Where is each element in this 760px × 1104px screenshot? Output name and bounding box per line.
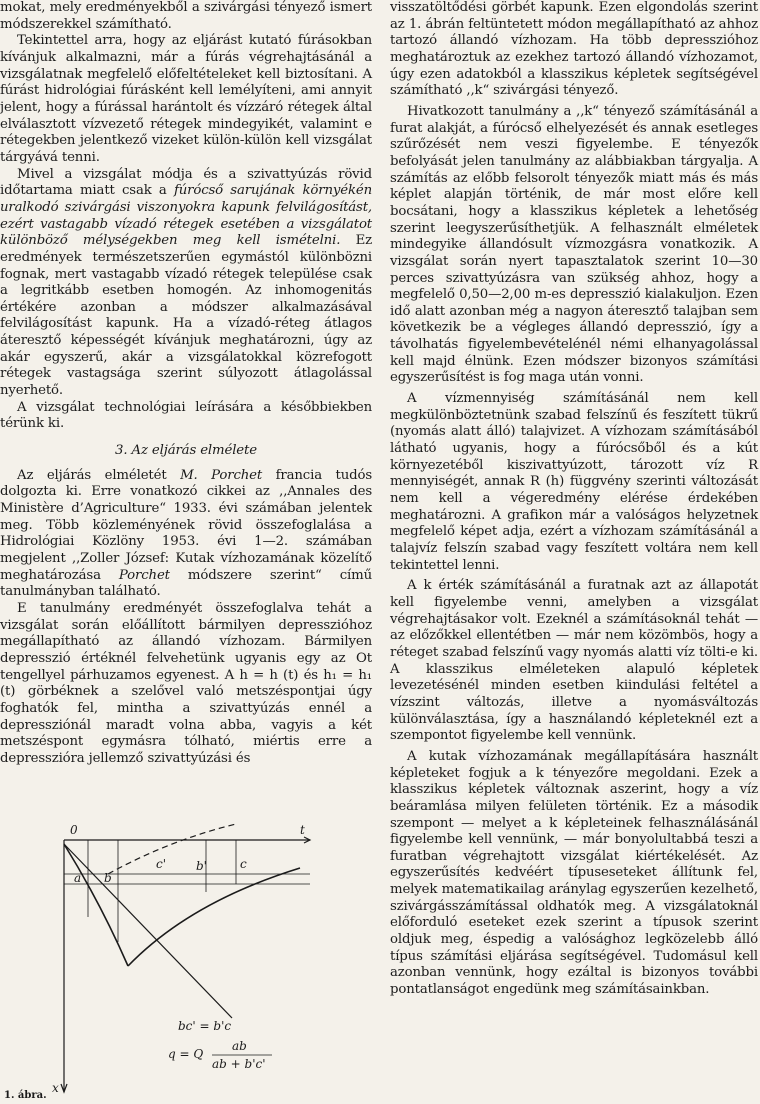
point-b-label: b bbox=[104, 871, 112, 885]
figure-drawing bbox=[0, 822, 372, 1104]
paragraph: A vizsgálat technológiai leírására a későbbiekben térünk ki. bbox=[0, 399, 372, 432]
origin-label: 0 bbox=[70, 823, 78, 837]
point-bprime-label: b' bbox=[196, 859, 207, 873]
paragraph-text: módszere szerint“ című tanulmányban található. bbox=[0, 567, 372, 600]
paragraph bbox=[0, 468, 372, 601]
formula-equal-segments: bc' = b'c bbox=[178, 1019, 232, 1033]
paragraph-text: Ez eredmények természetszerűen egymástól különbözni fognak, mert vastagabb vízadó rétegek települése csak a legritkább esetben homogén. Az inhomogenitás értékére azonban a módszer alkalmazásával felvilágosítást kapunk. Ha a vízadó-réteg átlagos áteresztő képességét kívánjuk meghatározni, úgy az akár egyszerű, akár a vizsgálatokkal közrefogott rétegek vastagsága szerint súlyozott átlagolással nyerhető. bbox=[0, 233, 372, 399]
recovery-curve bbox=[128, 868, 300, 966]
author-name: Porchet bbox=[118, 567, 170, 583]
point-c-label: c bbox=[240, 857, 247, 871]
section-heading: 3. Az eljárás elmélete bbox=[115, 443, 257, 459]
paragraph: visszatöltődési görbét kapunk. Ezen elgondolás szerint az 1. ábrán feltüntetett módon megállapítható az ahhoz tartozó állandó vízhozam. Ha több depresszióhoz meghatároztuk az ezekhez tartozó állandó vízhozamot, úgy ezen adatokból a klasszikus képletek segítségével számítható ,,k“ szivárgási tényező. bbox=[390, 0, 758, 99]
paragraph bbox=[0, 167, 372, 400]
paragraph-text: Az eljárás elméletét bbox=[17, 467, 181, 483]
author-name: M. Porchet bbox=[180, 467, 263, 483]
point-a-label: a bbox=[74, 871, 82, 885]
paragraph: Hivatkozott tanulmány a ,,k“ tényező számításánál a furat alakját, a fúrócső elhelyezését és annak esetleges szűrőzését nem veszi figyelembe. E tényezők befolyását jelen tanulmány az alábbiakban tárgyalja. A számítás az előbb felsorolt tényezők miatt más és más képlet alapján történik, de már most előre kell bocsátani, hogy a klasszikus képletek a lehetőség szerint leegyszerűsíthetjük. A felhasznált elméletek mindegyike állandósult vízmozgásra vonatkozik. A vizsgálat során nyert tapasztalatok szerint 10—30 perces szivattyúzásra van szükség ahhoz, hogy a megfelelő 0,50—2,00 m-es depresszió kialakuljon. Ezen idő alatt azonban még a nagyon áteresztő talajban sem következik be a végleges állandó depresszió, így a távolhatás figyelembevételénél némi elhanyagolással kell majd élnünk. Ezen módszer bizonyos számítási egyszerűsítést is fog maga után vonni. bbox=[390, 103, 758, 386]
paragraph: A vízmennyiség számításánál nem kell megkülönböztetnünk szabad felszínű és feszített tükrű (nyomás alatt álló) talajvizet. A vízhozam számításából látható ugyanis, hogy a fúrócsőből és a kút környezetéből kiszivattyúzott, tározott víz R mennyiségét, annak R (h) függvény szerinti változását nem kell a végeredmény elérése érdekében meghatározni. A grafikon már a valóságos helyzetnek megfelelő képet adja, ezért a vízhozam számításánál a talajvíz felszín szabad vagy feszített voltára nem kell tekintettel lenni. bbox=[390, 391, 758, 573]
emphasized-text: fúrócső sarujának környékén uralkodó szivárgási viszonyokra kapunk felvilágosítást, ezért vastagabb vízadó rétegek esetében a vizsgálatot különböző mélységekben meg kell ismételni. bbox=[0, 183, 372, 249]
formula-q-denominator: ab + b'c' bbox=[212, 1057, 266, 1071]
paragraph-text: francia tudós dolgozta ki. Erre vonatkozó cikkei az ,,Annales des Ministère d’Agriculture“ 1933. évi számában jelentek meg. Több közleményének rövid összefoglalása a Hidrológiai Közlöny 1953. évi 1—2. számában megjelent ,,Zoller József: Kutak vízhozamának közelítő meghatározása bbox=[0, 467, 373, 583]
formula-q-lhs: q = Q bbox=[168, 1047, 204, 1061]
paragraph-text: Mivel a vizsgálat módja és a szivattyúzás rövid időtartama miatt csak a bbox=[0, 166, 372, 199]
left-column bbox=[0, 0, 372, 768]
paragraph: Tekintettel arra, hogy az eljárást kutató fúrásokban kívánjuk alkalmazni, már a fúrás végrehajtásánál a vizsgálatnak megfelelő előfeltételeket kell biztosítani. A fúrást hidrológiai fúrásként kell lemélyíteni, ami annyit jelent, hogy a fúrással harántolt és vízzáró rétegek által elválasztott vízvezető rétegek mindegyikét, valamint e rétegekben jelentkező vizeket külön-külön kell vizsgálat tárgyává tenni. bbox=[0, 33, 372, 165]
paragraph: A k érték számításánál a furatnak azt az állapotát kell figyelembe venni, amelyben a vizsgálat végrehajtásakor volt. Ezeknél a számításoknál tehát — az előzőkkel ellentétben — már nem közömbös, hogy a réteget szabad felszínű vagy nyomás alatti víz tölti-e ki. A klasszikus elméleteken alapuló képletek levezetésénél minden esetben kiindulási feltétel a vízszint változás, illetve a nyomásváltozás különválasztása, így a használandó képleteknél ezt a szempontot figyelembe kell vennünk. bbox=[390, 578, 758, 744]
point-cprime-label: c' bbox=[156, 857, 167, 871]
formula-q-numerator: ab bbox=[232, 1039, 247, 1053]
paragraph: mokat, mely eredményekből a szivárgási tényező ismert módszerekkel számítható. bbox=[0, 0, 372, 32]
right-column bbox=[390, 0, 758, 999]
figure-caption: 1. ábra. bbox=[4, 1090, 47, 1101]
x-axis-label: x bbox=[52, 1081, 59, 1095]
shifted-curve bbox=[108, 824, 236, 874]
figure-1 bbox=[0, 822, 372, 1104]
paragraph: A kutak vízhozamának megállapítására használt képleteket fogjuk a k tényezőre megoldani. Ezek a klasszikus képletek változnak aszerint, hogy a víz beáramlása milyen felületen történik. Ez a második szempont — melyet a k képleteinek felhasználásánál figyelembe kell vennünk, — már bonyolultabbá teszi a furatban végrehajtott vizsgálat kiértékelését. Az egyszerűsítés kedvéért típuseseteket állítunk fel, melyek matematikailag aránylag egyszerűen kezelhető, szivárgásszámítással oldhatók meg. A vizsgálatoknál előforduló eseteket ezek szerint a típusok szerint oldjuk meg, éspedig a valósághoz legközelebb álló típus számítási eljárása segítségével. Tudomásul kell azonban vennünk, hogy ezáltal is bizonyos további pontatlanságot engedünk meg számításainkban. bbox=[390, 748, 758, 998]
t-axis-label: t bbox=[300, 823, 305, 837]
paragraph: E tanulmány eredményét összefoglalva tehát a vizsgálat során előállított bármilyen depresszióhoz megállapítható az állandó vízhozam. Bármilyen depresszió értéknél felvehetünk ugyanis egy az Ot tengellyel párhuzamos egyenest. A h = h (t) és h₁ = h₁ (t) görbéknek a szelővel való metszéspontjai úgy foghatók fel, mintha a szivattyúzás ennél a depressziónál maradt volna abba, vagyis a két metszéspont egymásra tólható, miértis erre a depresszióra jellemző szivattyúzási és bbox=[0, 600, 372, 766]
